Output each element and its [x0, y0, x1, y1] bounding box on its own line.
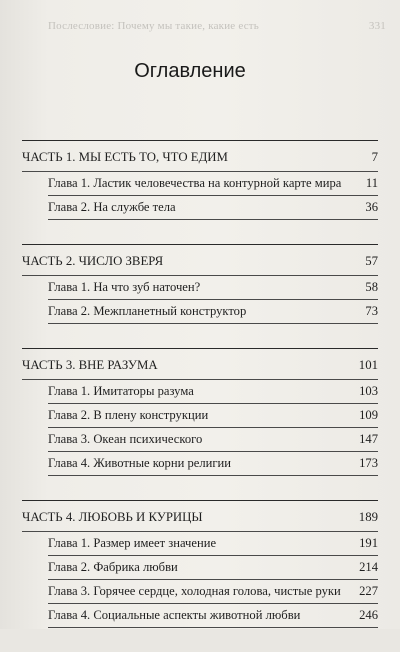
toc-part-entry[interactable]	[22, 357, 378, 383]
toc-chapter-entry[interactable]	[22, 199, 378, 223]
toc-page-number: 189	[358, 510, 378, 524]
running-head	[48, 20, 386, 32]
page-title: Оглавление	[134, 60, 246, 82]
toc-rule	[48, 451, 378, 452]
toc-rule	[48, 627, 378, 628]
toc-page-number: 227	[359, 584, 378, 598]
toc-page-number: 73	[365, 304, 378, 318]
toc-chapter-title: Глава 3. Горячее сердце, холодная голова, чистые руки	[48, 584, 341, 598]
toc-page-number: 246	[359, 608, 378, 622]
toc-part-1	[22, 140, 378, 223]
toc-rule	[48, 555, 378, 556]
toc-page-number: 101	[358, 358, 378, 372]
toc-rule	[48, 579, 378, 580]
toc-chapter-title: Глава 3. Океан психического	[48, 432, 203, 446]
toc-chapter-entry[interactable]	[22, 303, 378, 327]
toc-chapter-entry[interactable]	[22, 383, 378, 407]
toc-chapter-title: Глава 1. Имитаторы разума	[48, 384, 194, 398]
toc-part-title: ЧАСТЬ 4. ЛЮБОВЬ И КУРИЦЫ	[22, 510, 203, 524]
toc-chapter-entry[interactable]	[22, 455, 378, 479]
toc-chapter-title: Глава 2. Межпланетный конструктор	[48, 304, 247, 318]
toc-part-entry[interactable]	[22, 253, 378, 279]
toc-rule	[48, 219, 378, 220]
table-of-contents	[22, 140, 378, 652]
toc-page-number: 214	[359, 560, 378, 574]
toc-page-number: 11	[365, 176, 378, 190]
running-head-page-number: 331	[368, 20, 386, 32]
toc-chapter-entry[interactable]	[22, 279, 378, 303]
toc-chapter-title: Глава 2. На службе тела	[48, 200, 176, 214]
toc-chapter-entry[interactable]	[22, 431, 378, 455]
toc-part-title: ЧАСТЬ 1. МЫ ЕСТЬ ТО, ЧТО ЕДИМ	[22, 150, 228, 164]
toc-part-entry[interactable]	[22, 149, 378, 175]
toc-rule	[48, 603, 378, 604]
toc-page-number: 103	[359, 384, 378, 398]
toc-chapter-title: Глава 1. На что зуб наточен?	[48, 280, 201, 294]
toc-chapter-entry[interactable]	[22, 607, 378, 631]
toc-chapter-title: Глава 2. В плену конструкции	[48, 408, 209, 422]
toc-chapter-entry[interactable]	[22, 535, 378, 559]
toc-rule	[22, 275, 378, 276]
toc-page-number: 173	[359, 456, 378, 470]
toc-page-number: 58	[365, 280, 378, 294]
toc-part-entry[interactable]	[22, 509, 378, 535]
toc-page-number: 147	[359, 432, 378, 446]
toc-part-3	[22, 348, 378, 479]
toc-chapter-entry[interactable]	[22, 407, 378, 431]
toc-rule	[48, 299, 378, 300]
toc-rule	[22, 531, 378, 532]
toc-rule	[48, 427, 378, 428]
toc-chapter-title: Глава 4. Социальные аспекты животной любви	[48, 608, 301, 622]
toc-rule	[48, 195, 378, 196]
toc-chapter-title: Глава 1. Размер имеет значение	[48, 536, 217, 550]
toc-chapter-title: Глава 4. Животные корни религии	[48, 456, 232, 470]
toc-page-number: 7	[371, 150, 378, 164]
toc-chapter-entry[interactable]	[22, 559, 378, 583]
toc-chapter-entry[interactable]	[22, 583, 378, 607]
toc-chapter-entry[interactable]	[22, 175, 378, 199]
toc-part-title: ЧАСТЬ 3. ВНЕ РАЗУМА	[22, 358, 158, 372]
toc-part-2	[22, 244, 378, 327]
toc-rule	[22, 171, 378, 172]
toc-rule	[22, 379, 378, 380]
toc-chapter-title: Глава 1. Ластик человечества на контурной карте мира	[48, 176, 342, 190]
running-head-text: Послесловие: Почему мы такие, какие есть	[48, 20, 259, 32]
toc-page-number: 109	[359, 408, 378, 422]
toc-rule	[48, 323, 378, 324]
toc-page-number: 36	[365, 200, 378, 214]
toc-rule	[48, 475, 378, 476]
toc-rule	[48, 403, 378, 404]
toc-page-number: 191	[359, 536, 378, 550]
toc-page-number: 57	[365, 254, 378, 268]
toc-chapter-title: Глава 2. Фабрика любви	[48, 560, 178, 574]
toc-part-4	[22, 500, 378, 631]
toc-part-title: ЧАСТЬ 2. ЧИСЛО ЗВЕРЯ	[22, 254, 164, 268]
